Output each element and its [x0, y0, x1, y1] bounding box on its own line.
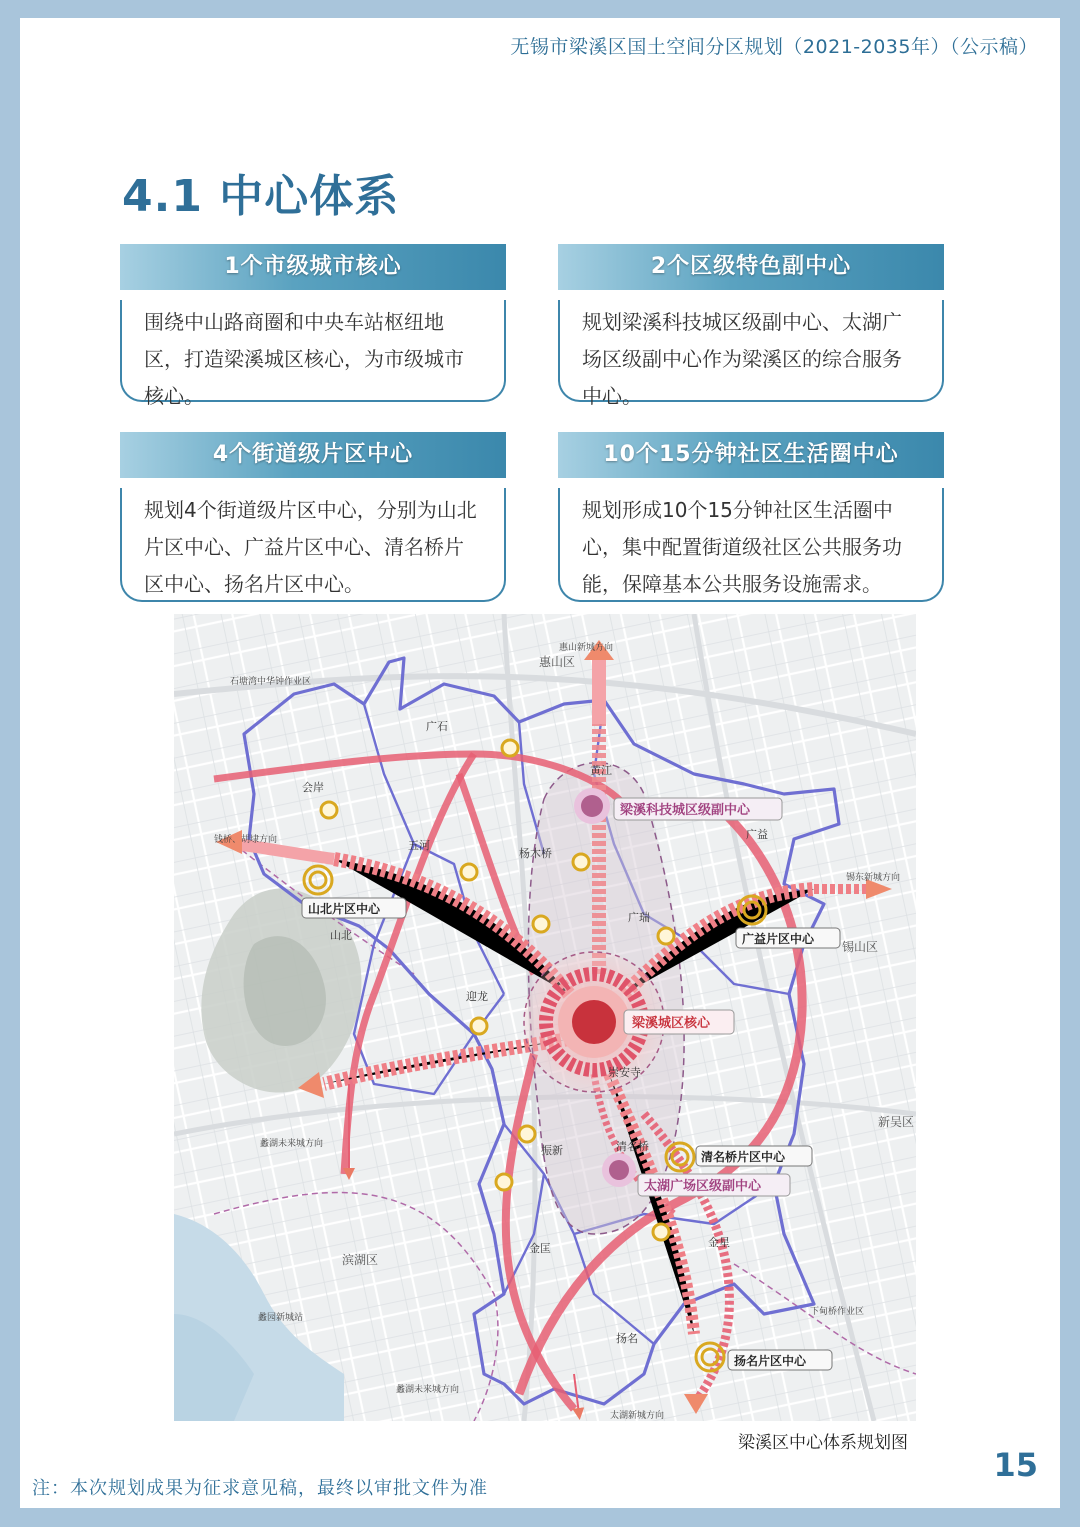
label-zhenxin: 振新: [541, 1144, 563, 1157]
card-title: 1个市级城市核心: [120, 244, 506, 290]
center-system-map: [174, 614, 916, 1421]
card-title: 2个区级特色副中心: [558, 244, 944, 290]
card-body: 规划4个街道级片区中心，分别为山北片区中心、广益片区中心、清名桥片区中心、扬名片区中心。: [120, 488, 506, 602]
label-dir-lihu-future2: 蠡湖未来城方向: [396, 1385, 460, 1395]
tag-area-yangming-text: 扬名片区中心: [734, 1354, 807, 1368]
tag-sub-taihu-text: 太湖广场区级副中心: [644, 1179, 762, 1194]
label-dir-taihu-newcity: 太湖新城方向: [610, 1411, 665, 1421]
label-jinxing: 金星: [708, 1236, 730, 1249]
section-title: 4.1 中心体系: [122, 171, 400, 222]
card-community-centers: [558, 432, 944, 602]
footnote: 注：本次规划成果为征求意见稿，最终以审批文件为准: [32, 1478, 488, 1499]
tag-area-yangming: [728, 1350, 832, 1370]
tag-sub-taihu: [638, 1174, 790, 1196]
card-title: 10个15分钟社区生活圈中心: [558, 432, 944, 478]
label-dir-huishan-newcity: 惠山新城方向: [559, 643, 614, 653]
card-street-centers: [120, 432, 506, 602]
card-city-core: [120, 244, 506, 408]
label-guangrui: 广瑞: [628, 911, 650, 924]
map-caption: 梁溪区中心体系规划图: [738, 1433, 908, 1453]
label-binhu-district: 滨湖区: [342, 1253, 379, 1267]
label-wuhe: 五河: [408, 839, 430, 852]
label-guangshi: 广石: [426, 720, 448, 733]
label-dir-shichang: 石塘湾中华钟作业区: [230, 677, 312, 687]
label-huishan-district: 惠山区: [539, 655, 576, 669]
tag-area-guangyi-text: 广益片区中心: [742, 932, 815, 946]
label-dir-xiadian: 下甸桥作业区: [810, 1307, 865, 1317]
label-chonganshi: 崇安寺: [608, 1066, 641, 1079]
card-district-subcenters: [558, 244, 944, 408]
tag-area-shanbei: [302, 898, 406, 918]
tag-sub-tech-text: 梁溪科技城区级副中心: [620, 803, 751, 818]
card-title: 4个街道级片区中心: [120, 432, 506, 478]
tag-area-qingmingqiao-text: 清名桥片区中心: [701, 1150, 786, 1164]
tag-sub-tech: [614, 798, 782, 820]
card-body: 规划形成10个15分钟社区生活圈中心，集中配置街道级社区公共服务功能，保障基本公共服务设施需求。: [558, 488, 944, 602]
card-body: 围绕中山路商圈和中央车站枢纽地区，打造梁溪城区核心，为市级城市核心。: [120, 300, 506, 402]
subcenter-taihu-square-marker: [602, 1153, 636, 1187]
card-body: 规划梁溪科技城区级副中心、太湖广场区级副中心作为梁溪区的综合服务中心。: [558, 300, 944, 402]
subcenter-tech-city-marker: [574, 788, 610, 824]
label-xinwu-district: 新吴区: [878, 1115, 915, 1129]
label-yangming: 扬名: [616, 1332, 638, 1345]
label-qingmingqiao: 清名桥: [616, 1140, 649, 1153]
label-guangyi: 广益: [746, 828, 768, 841]
label-station-lihu: 蠡园新城站: [258, 1313, 304, 1323]
page: [20, 18, 1060, 1508]
tag-core-text: 梁溪城区核心: [632, 1016, 711, 1031]
label-huian: 会岸: [302, 781, 324, 794]
tag-area-qingmingqiao: [696, 1146, 812, 1166]
label-yinglong: 迎龙: [466, 990, 488, 1003]
tag-area-guangyi: [736, 928, 840, 948]
label-huangjiang: 黄江: [590, 764, 612, 777]
label-xishan-district: 锡山区: [842, 940, 879, 954]
label-dir-lihu-future: 蠡湖未来城方向: [260, 1139, 324, 1149]
tag-core: [624, 1010, 734, 1034]
label-dir-xidong: 锡东新城方向: [846, 873, 901, 883]
tag-area-shanbei-text: 山北片区中心: [308, 902, 381, 916]
label-shanbei: 山北: [330, 929, 352, 942]
document-header-title: 无锡市梁溪区国土空间分区规划（2021-2035年）（公示稿）: [510, 36, 1038, 58]
label-jinkuang: 金匡: [529, 1242, 551, 1255]
page-number: 15: [993, 1446, 1038, 1484]
label-yangmuqiao: 杨木桥: [519, 847, 552, 860]
label-dir-qianqiao: 钱桥、胡埭方向: [214, 835, 278, 845]
